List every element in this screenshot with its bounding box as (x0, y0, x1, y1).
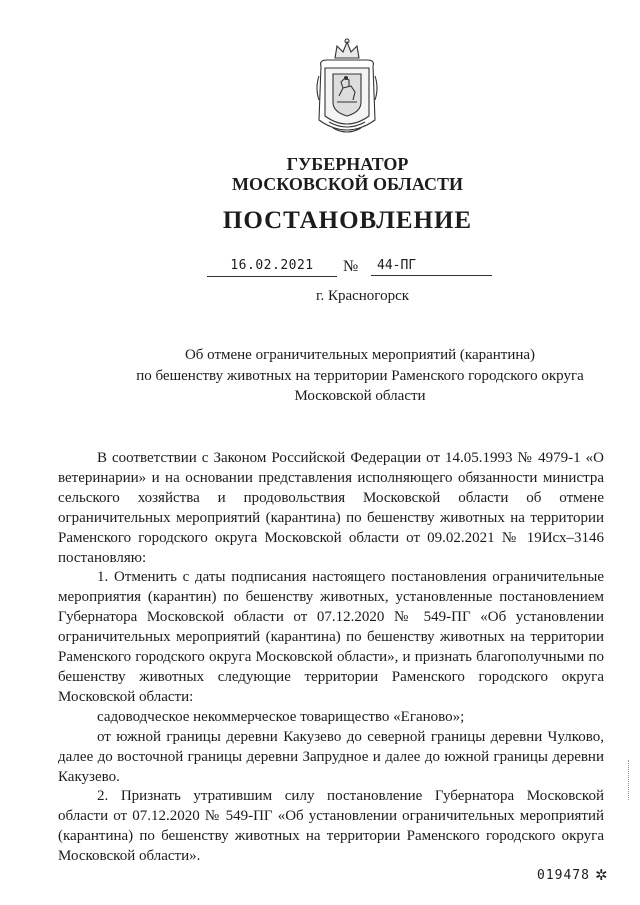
coat-of-arms-icon (313, 36, 381, 148)
preamble-paragraph: В соответствии с Законом Российской Федерации от 14.05.1993 № 4979-1 «О ветеринарии» и на основании представления исполняющего обязанности министра сельского хозяйства и продовольствия Московской области об отмене ограничительных мероприятий (карантина) по бешенству животных на территории Раменского городского округа Московской области от 09.02.2021 № 19Исх–3146 постановляю: (58, 450, 604, 566)
clause-1: 1. Отменить с даты подписания настоящего постановления ограничительные мероприятия (карантин) по бешенству животных, установленные постановлением Губернатора Московской области от 07.12.2020 № 549-ПГ «Об установлении ограничительных мероприятий (карантина) по бешенству животных на территории Раменского городского округа Московской области», и признать благополучными по бешенству животных следующие территории Раменского городского округа Московской области: (58, 569, 604, 705)
title-line: Московской области (294, 388, 426, 404)
star-mark: ✲ (595, 868, 608, 884)
document-date: 16.02.2021 (207, 256, 337, 277)
title-line: по бешенству животных на территории Раменского городского округа (136, 367, 584, 384)
clause-1-territory-2: от южной границы деревни Какузево до северной границы деревни Чулково, далее до восточной границы деревни Запрудное и далее до южной границы деревни Какузево. (58, 728, 604, 785)
number-sign: № (343, 258, 359, 275)
document-type: ПОСТАНОВЛЕНИЕ (222, 207, 473, 234)
issuer-region: МОСКОВСКОЙ ОБЛАСТИ (232, 174, 463, 194)
clause-2: 2. Признать утратившим силу постановление Губернатора Московской области от 07.12.2020 № 549-ПГ «Об установлении ограничительных мероприятий (карантина) по бешенству животных на территории Раменского городского округа Московской области». (58, 788, 604, 865)
issuer-title: ГУБЕРНАТОР (286, 154, 409, 174)
clause-1-territory-1: садоводческое некоммерческое товарищество «Еганово»; (97, 708, 465, 725)
document-title (70, 345, 640, 407)
document-number: 44-ПГ (371, 256, 492, 276)
city: г. Красногорск (316, 288, 410, 304)
document-body (58, 449, 604, 867)
scan-edge-mark (628, 760, 631, 800)
serial-number: 019478 (537, 868, 590, 883)
title-line: Об отмене ограничительных мероприятий (карантина) (184, 347, 536, 363)
